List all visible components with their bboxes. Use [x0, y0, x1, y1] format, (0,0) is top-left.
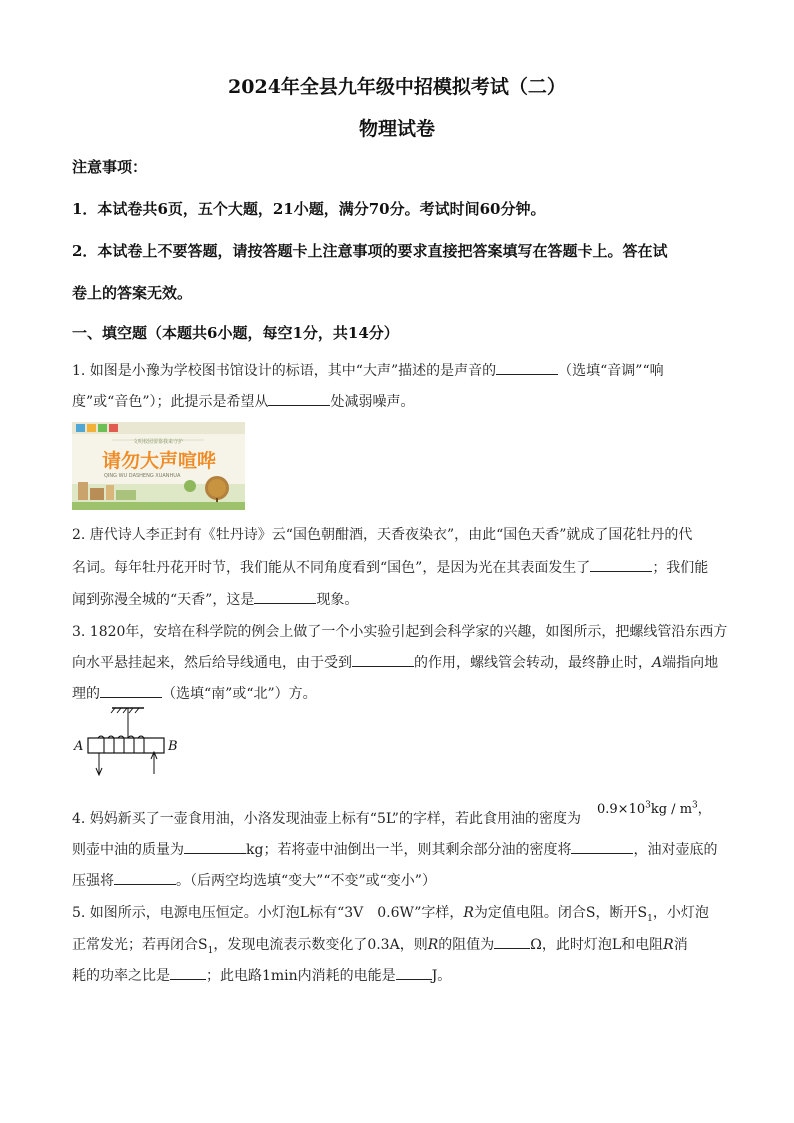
question-2-line-1: 2. 唐代诗人李正封有《牡丹诗》云“国色朝酣酒，天香夜染衣”，由此“国色天香”就成了国花牡丹的代	[72, 527, 693, 543]
answer-blank	[396, 967, 432, 980]
coil-end-b-label: B	[168, 739, 178, 754]
question-text: J。	[431, 968, 452, 984]
question-2-line-2	[72, 557, 722, 577]
question-text: 压强将	[72, 873, 114, 889]
poster-pinyin: QING WU DASHENG XUANHUA	[104, 473, 181, 479]
question-text: 的阻值为	[438, 937, 495, 953]
question-1-line-1	[72, 360, 722, 380]
question-text: 消	[673, 937, 688, 953]
question-text: 。（后两空均选填“变大”“不变”或“变小”）	[176, 873, 436, 889]
answer-blank	[496, 362, 558, 375]
quiet-poster-image	[72, 422, 245, 510]
answer-blank	[100, 685, 162, 698]
poster-top-text: 文明校园要靠我来守护	[132, 439, 184, 445]
density-formula	[597, 798, 711, 817]
answer-blank	[494, 936, 530, 949]
question-text: 正常发光；若再闭合S	[72, 937, 208, 953]
notice-heading: 注意事项：	[72, 158, 148, 176]
question-text: 度”或“音色”）；此提示是希望从	[72, 394, 269, 410]
question-text: 为定值电阻。闭合S，断开S	[473, 905, 648, 921]
question-4-line-1: 4. 妈妈新买了一壶食用油，小洛发现油壶上标有“5L”的字样，若此食用油的密度为	[72, 811, 581, 827]
question-text: kg；若将壶中油倒出一半，则其剩余部分油的密度将	[246, 842, 572, 858]
solenoid-graphic	[72, 702, 182, 782]
question-4-line-3	[72, 870, 722, 890]
solenoid-diagram	[72, 702, 182, 782]
question-text: 1. 如图是小豫为学校图书馆设计的标语，其中“大声”描述的是声音的	[72, 363, 497, 379]
answer-blank	[170, 967, 206, 980]
question-2-line-3	[72, 589, 722, 609]
question-text: 端指向地	[662, 655, 719, 671]
question-text: ；此电路1min内消耗的电能是	[206, 968, 396, 984]
question-5-line-2	[72, 934, 722, 956]
answer-blank	[571, 841, 633, 854]
question-text: ，小灯泡	[652, 905, 709, 921]
formula-base: 0.9×10	[597, 802, 646, 817]
question-3-line-3	[72, 683, 722, 703]
question-text: 的作用，螺线管会转动，最终静止时，	[414, 655, 652, 671]
notice-item-2-line-2: 卷上的答案无效。	[72, 284, 193, 302]
question-text: 5. 如图所示，电源电压恒定。小灯泡L标有“3V 0.6W”字样，	[72, 905, 464, 921]
variable-a: A	[652, 655, 663, 671]
formula-tail: ，	[697, 802, 711, 817]
answer-blank	[590, 559, 652, 572]
question-4-line-2	[72, 839, 722, 859]
question-text: 处减弱噪声。	[330, 394, 415, 410]
poster-graphic	[72, 422, 245, 510]
poster-big-text: 请勿大声喧哗	[102, 450, 217, 472]
subscript: 1	[207, 945, 214, 956]
question-text: ，发现电流表示数变化了0.3A，则	[213, 937, 428, 953]
question-text: ；我们能	[652, 560, 709, 576]
question-text: 名词。每年牡丹花开时节，我们能从不同角度看到“国色”，是因为光在其表面发生了	[72, 560, 591, 576]
exam-title: 2024年全县九年级中招模拟考试（二）	[228, 76, 566, 98]
variable-r: R	[663, 937, 674, 953]
question-text: （选填“南”或“北”）方。	[162, 686, 317, 702]
answer-blank	[254, 591, 316, 604]
question-text: ，油对壶底的	[633, 842, 718, 858]
answer-blank	[352, 654, 414, 667]
formula-unit-exponent: 3	[692, 800, 698, 811]
subscript: 1	[647, 913, 653, 924]
variable-r: R	[463, 905, 474, 921]
notice-item-1: 1．本试卷共6页，五个大题，21小题，满分70分。考试时间60分钟。	[72, 200, 546, 218]
question-5-line-3	[72, 965, 722, 985]
answer-blank	[184, 841, 246, 854]
formula-exponent: 3	[645, 800, 651, 811]
answer-blank	[114, 872, 176, 885]
question-3-line-1: 3. 1820年，安培在科学院的例会上做了一个小实验引起到会科学家的兴趣，如图所示，把螺线管沿东西方	[72, 624, 728, 640]
question-text: 闻到弥漫全城的“天香”，这是	[72, 592, 255, 608]
question-text: 则壶中油的质量为	[72, 842, 184, 858]
question-text: Ω，此时灯泡L和电阻	[530, 937, 664, 953]
question-3-line-2	[72, 652, 722, 672]
question-1-line-2	[72, 391, 722, 411]
formula-unit: kg / m	[650, 802, 693, 817]
notice-item-2-line-1: 2．本试卷上不要答题，请按答题卡上注意事项的要求直接把答案填写在答题卡上。答在试	[72, 242, 668, 260]
question-text: 现象。	[316, 592, 359, 608]
question-5-line-1	[72, 902, 722, 924]
answer-blank	[268, 393, 330, 406]
question-text: （选填“音调”“响	[558, 363, 664, 379]
section-1-heading: 一、填空题（本题共6小题，每空1分，共14分）	[72, 324, 399, 342]
question-text: 耗的功率之比是	[72, 968, 170, 984]
variable-r: R	[427, 937, 439, 953]
question-text: 向水平悬挂起来，然后给导线通电，由于受到	[72, 655, 352, 671]
exam-subtitle: 物理试卷	[358, 118, 435, 140]
question-text: 理的	[72, 686, 100, 702]
coil-end-a-label: A	[74, 739, 84, 754]
